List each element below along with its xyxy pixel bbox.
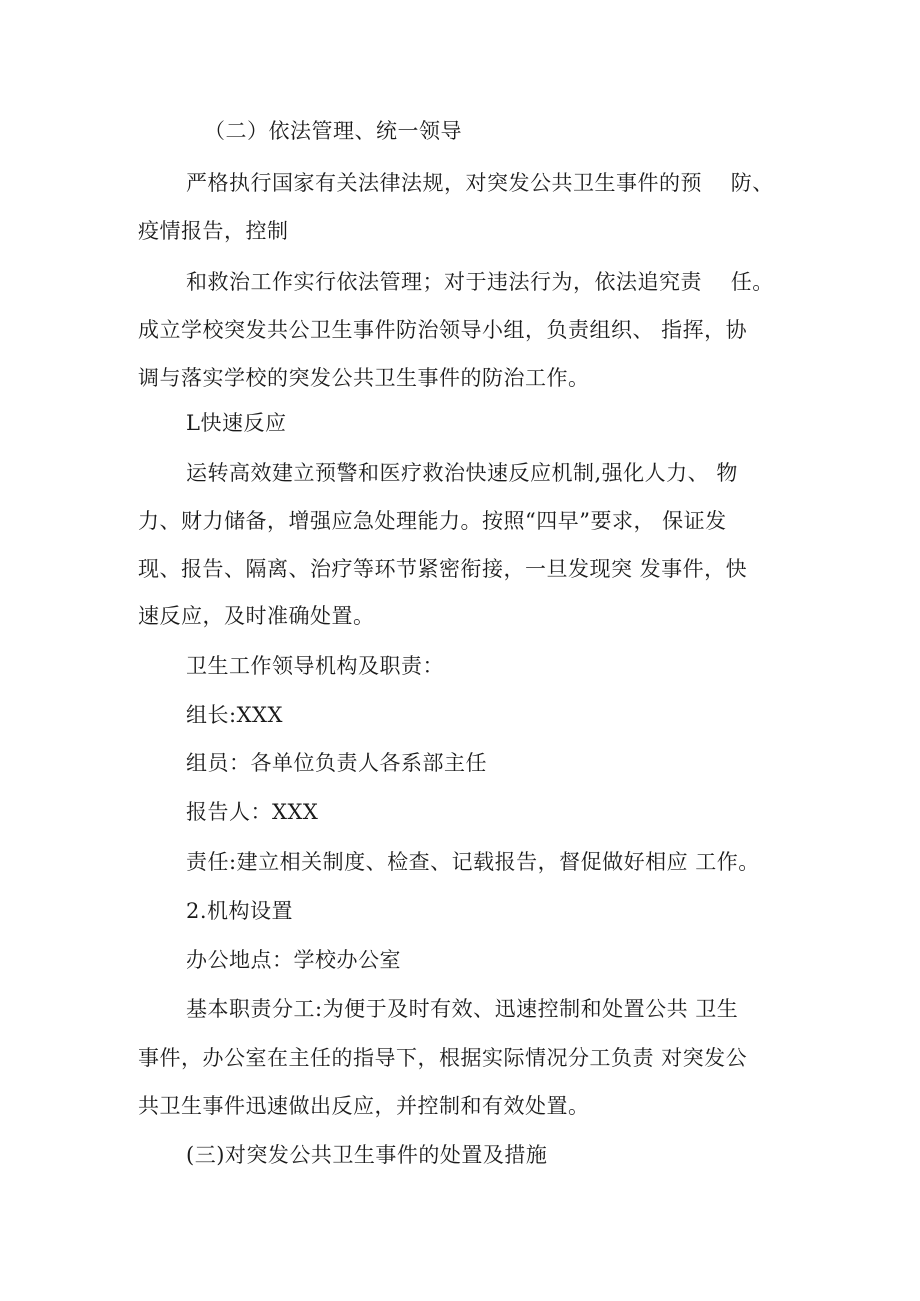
section-heading-3: (三)对突发公共卫生事件的处置及措施 bbox=[186, 1143, 548, 1167]
subheading-leadership: 卫生工作领导机构及职责： bbox=[186, 654, 444, 678]
paragraph-line: 调与落实学校的突发公共卫生事件的防治工作。 bbox=[138, 366, 590, 390]
leader-line: 组长:XXX bbox=[186, 703, 283, 727]
paragraph-line: 和救治工作实行依法管理；对于违法行为，依法追究责 任。 bbox=[186, 270, 774, 294]
section-heading-2: （二）依法管理、统一领导 bbox=[204, 119, 462, 143]
paragraph-line: 严格执行国家有关法律法规，对突发公共卫生事件的预 防、 bbox=[186, 171, 774, 195]
paragraph-line: 速反应，及时准确处置。 bbox=[138, 604, 375, 628]
paragraph-line: 现、报告、隔离、治疗等环节紧密衔接，一旦发现突 发事件，快 bbox=[138, 557, 748, 581]
paragraph-line: 疫情报告，控制 bbox=[138, 219, 289, 243]
paragraph-line: 力、财力储备，增强应急处理能力。按照“四早”要求， 保证发 bbox=[138, 509, 727, 533]
paragraph-line: 成立学校突发共公卫生事件防治领导小组，负责组织、 指挥，协 bbox=[138, 318, 748, 342]
subheading-quick-response: L快速反应 bbox=[186, 411, 287, 435]
paragraph-line: 基本职责分工:为便于及时有效、迅速控制和处置公共 卫生 bbox=[186, 997, 739, 1021]
subheading-organization: 2.机构设置 bbox=[186, 899, 294, 923]
paragraph-line: 事件，办公室在主任的指导下，根据实际情况分工负责 对突发公 bbox=[138, 1046, 748, 1070]
members-line: 组员：各单位负责人各系部主任 bbox=[186, 751, 487, 775]
reporter-line: 报告人：XXX bbox=[186, 800, 319, 824]
paragraph-line: 运转高效建立预警和医疗救治快速反应机制,强化人力、 物 bbox=[186, 461, 738, 485]
responsibility-line: 责任:建立相关制度、检查、记载报告，督促做好相应 工作。 bbox=[186, 850, 760, 874]
paragraph-line: 共卫生事件迅速做出反应，并控制和有效处置。 bbox=[138, 1094, 590, 1118]
office-location-line: 办公地点：学校办公室 bbox=[186, 948, 401, 972]
